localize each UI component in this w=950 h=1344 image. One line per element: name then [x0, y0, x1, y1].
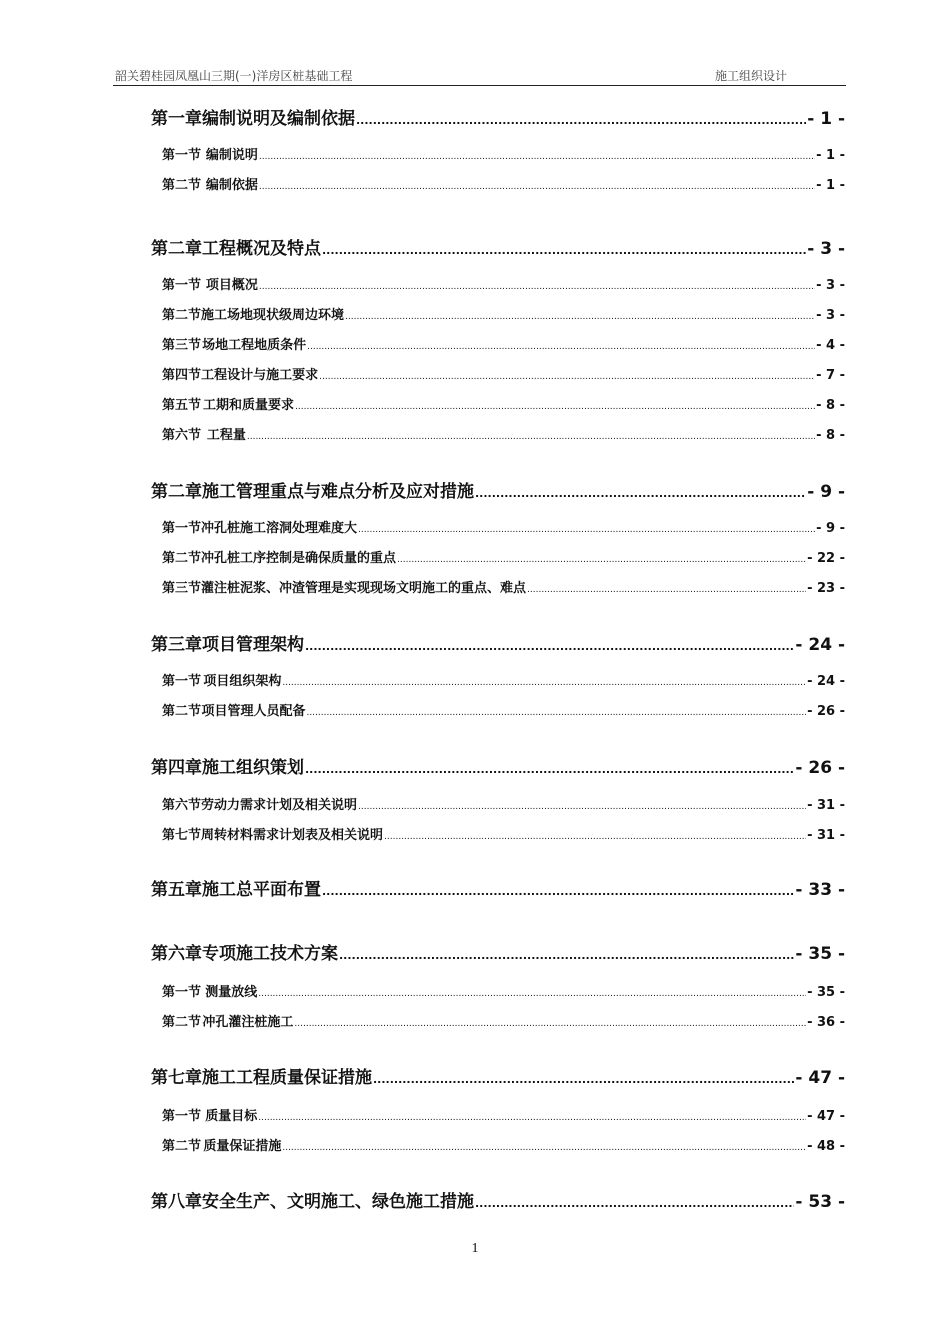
toc-section-entry[interactable] — [151, 700, 845, 720]
toc-entry-number: 第一节 — [162, 278, 202, 293]
toc-entry-number: 第七节 — [162, 828, 202, 843]
toc-entry-page: - 31 - — [807, 798, 845, 813]
toc-entry-number: 第四节 — [162, 368, 202, 383]
toc-entry-title: 质量保证措施 — [203, 1139, 282, 1154]
toc-entry-title: 灌注桩泥浆、冲渣管理是实现现场文明施工的重点、难点 — [201, 581, 527, 596]
page-header — [113, 66, 846, 86]
toc-entry-title: 测量放线 — [205, 985, 258, 1000]
toc-entry-number: 第三节 — [162, 581, 202, 596]
toc-entry-title: 冲孔桩工序控制是确保质量的重点 — [201, 551, 397, 566]
toc-entry-number: 第二节 — [162, 178, 202, 193]
toc-entry-title: 工程量 — [206, 428, 246, 443]
toc-entry-number: 第一节 — [162, 674, 202, 689]
toc-dot-leader — [295, 402, 815, 412]
toc-entry-title: 安全生产、文明施工、绿色施工措施 — [202, 1192, 474, 1212]
toc-entry-page: - 8 - — [816, 398, 845, 413]
toc-dot-leader — [305, 640, 794, 653]
toc-dot-leader — [475, 1197, 794, 1210]
toc-entry-number: 第七章 — [151, 1068, 202, 1088]
toc-dot-leader — [358, 525, 815, 535]
toc-entry-page: - 47 - — [795, 1068, 845, 1088]
toc-dot-leader — [358, 802, 806, 812]
toc-entry-title: 工期和质量要求 — [203, 398, 295, 413]
toc-entry-number: 第一节 — [162, 521, 202, 536]
toc-dot-leader — [356, 114, 806, 127]
toc-chapter-entry[interactable] — [151, 234, 845, 260]
toc-section-entry[interactable] — [151, 394, 845, 414]
toc-entry-page: - 23 - — [807, 581, 845, 596]
toc-entry-page: - 24 - — [795, 635, 845, 655]
toc-entry-title: 项目管理架构 — [202, 635, 304, 655]
toc-section-entry[interactable] — [151, 334, 845, 354]
toc-chapter-entry[interactable] — [151, 939, 845, 965]
toc-entry-number: 第六章 — [151, 944, 202, 964]
toc-entry-number: 第三章 — [151, 635, 202, 655]
toc-dot-leader — [373, 1073, 794, 1086]
toc-section-entry[interactable] — [151, 517, 845, 537]
toc-entry-page: - 36 - — [807, 1015, 845, 1030]
toc-dot-leader — [258, 1113, 806, 1123]
toc-section-entry[interactable] — [151, 670, 845, 690]
toc-dot-leader — [322, 885, 794, 898]
toc-entry-number: 第二节 — [162, 308, 202, 323]
toc-entry-number: 第二节 — [162, 704, 202, 719]
toc-dot-leader — [475, 487, 806, 500]
toc-entry-title: 项目管理人员配备 — [201, 704, 306, 719]
toc-dot-leader — [259, 282, 815, 292]
page-number: 1 — [471, 1241, 479, 1256]
toc-entry-title: 工程概况及特点 — [202, 239, 321, 259]
toc-entry-number: 第四章 — [151, 758, 202, 778]
toc-entry-number: 第一节 — [162, 1109, 202, 1124]
toc-entry-number: 第八章 — [151, 1192, 202, 1212]
toc-entry-title: 项目组织架构 — [203, 674, 282, 689]
toc-chapter-entry[interactable] — [151, 630, 845, 656]
toc-entry-title: 施工场地现状级周边环境 — [201, 308, 345, 323]
toc-entry-title: 施工组织策划 — [202, 758, 304, 778]
toc-entry-title: 工程设计与施工要求 — [201, 368, 319, 383]
toc-section-entry[interactable] — [151, 794, 845, 814]
toc-dot-leader — [258, 989, 806, 999]
toc-entry-page: - 1 - — [816, 148, 845, 163]
toc-entry-page: - 3 - — [816, 308, 845, 323]
toc-entry-number: 第一节 — [162, 985, 202, 1000]
toc-entry-page: - 48 - — [807, 1139, 845, 1154]
header-project-name: 韶关碧桂园凤凰山三期(一)洋房区桩基础工程 — [115, 69, 353, 83]
toc-chapter-entry[interactable] — [151, 1063, 845, 1089]
toc-entry-title: 编制说明 — [205, 148, 258, 163]
toc-dot-leader — [345, 312, 815, 322]
toc-entry-title: 冲孔灌注桩施工 — [202, 1015, 294, 1030]
toc-dot-leader — [294, 1019, 806, 1029]
toc-entry-page: - 3 - — [807, 239, 845, 259]
toc-dot-leader — [259, 182, 815, 192]
toc-entry-page: - 47 - — [807, 1109, 845, 1124]
toc-entry-page: - 8 - — [816, 428, 845, 443]
toc-section-entry[interactable] — [151, 981, 845, 1001]
toc-entry-title: 质量目标 — [205, 1109, 258, 1124]
toc-entry-title: 施工总平面布置 — [202, 880, 321, 900]
toc-entry-number: 第三节 — [162, 338, 202, 353]
toc-chapter-entry[interactable] — [151, 753, 845, 779]
toc-entry-number: 第一章 — [151, 109, 202, 129]
toc-dot-leader — [259, 152, 815, 162]
toc-entry-page: - 53 - — [795, 1192, 845, 1212]
toc-entry-number: 第六节 — [162, 428, 202, 443]
toc-dot-leader — [247, 432, 815, 442]
toc-entry-page: - 35 - — [795, 944, 845, 964]
toc-entry-title: 施工工程质量保证措施 — [202, 1068, 372, 1088]
toc-dot-leader — [306, 708, 806, 718]
toc-entry-number: 第一节 — [162, 148, 202, 163]
toc-entry-number: 第二章 — [151, 482, 202, 502]
toc-entry-page: - 1 - — [807, 109, 845, 129]
toc-chapter-entry[interactable] — [151, 1187, 845, 1213]
toc-entry-title: 冲孔桩施工溶洞处理难度大 — [201, 521, 358, 536]
toc-entry-page: - 4 - — [816, 338, 845, 353]
toc-entry-page: - 22 - — [807, 551, 845, 566]
toc-entry-title: 劳动力需求计划及相关说明 — [201, 798, 358, 813]
toc-section-entry[interactable] — [151, 577, 845, 597]
toc-entry-page: - 26 - — [795, 758, 845, 778]
toc-section-entry[interactable] — [151, 1011, 845, 1031]
toc-entry-title: 编制依据 — [205, 178, 258, 193]
toc-entry-number: 第五节 — [162, 398, 202, 413]
toc-entry-title: 场地工程地质条件 — [202, 338, 307, 353]
toc-dot-leader — [384, 832, 806, 842]
toc-chapter-entry[interactable] — [151, 104, 845, 130]
toc-dot-leader — [307, 342, 815, 352]
toc-entry-number: 第五章 — [151, 880, 202, 900]
toc-dot-leader — [319, 372, 815, 382]
toc-section-entry[interactable] — [151, 364, 845, 384]
header-document-type: 施工组织设计 — [715, 69, 788, 83]
toc-entry-page: - 35 - — [807, 985, 845, 1000]
toc-section-entry[interactable] — [151, 174, 845, 194]
toc-entry-page: - 1 - — [816, 178, 845, 193]
toc-entry-title: 专项施工技术方案 — [202, 944, 338, 964]
toc-section-entry[interactable] — [151, 824, 845, 844]
toc-dot-leader — [305, 763, 794, 776]
toc-entry-page: - 9 - — [807, 482, 845, 502]
toc-entry-page: - 31 - — [807, 828, 845, 843]
toc-chapter-entry[interactable] — [151, 875, 845, 901]
toc-entry-page: - 24 - — [807, 674, 845, 689]
toc-entry-number: 第六节 — [162, 798, 202, 813]
toc-dot-leader — [339, 949, 794, 962]
toc-section-entry[interactable] — [151, 424, 845, 444]
toc-entry-title: 编制说明及编制依据 — [202, 109, 355, 129]
toc-entry-number: 第二节 — [162, 1015, 202, 1030]
toc-section-entry[interactable] — [151, 274, 845, 294]
toc-dot-leader — [282, 678, 806, 688]
toc-entry-page: - 33 - — [795, 880, 845, 900]
toc-dot-leader — [527, 585, 806, 595]
toc-section-entry[interactable] — [151, 1105, 845, 1125]
toc-section-entry[interactable] — [151, 144, 845, 164]
toc-dot-leader — [282, 1143, 806, 1153]
toc-section-entry[interactable] — [151, 1135, 845, 1155]
toc-dot-leader — [322, 244, 806, 257]
toc-entry-number: 第二节 — [162, 551, 202, 566]
toc-dot-leader — [397, 555, 806, 565]
toc-entry-page: - 3 - — [816, 278, 845, 293]
toc-entry-page: - 9 - — [816, 521, 845, 536]
toc-chapter-entry[interactable] — [151, 477, 845, 503]
toc-entry-page: - 7 - — [816, 368, 845, 383]
toc-entry-page: - 26 - — [807, 704, 845, 719]
toc-entry-title: 项目概况 — [205, 278, 258, 293]
toc-section-entry[interactable] — [151, 304, 845, 324]
toc-entry-title: 施工管理重点与难点分析及应对措施 — [202, 482, 474, 502]
toc-entry-number: 第二章 — [151, 239, 202, 259]
toc-section-entry[interactable] — [151, 547, 845, 567]
toc-entry-number: 第二节 — [162, 1139, 202, 1154]
toc-entry-title: 周转材料需求计划表及相关说明 — [201, 828, 384, 843]
